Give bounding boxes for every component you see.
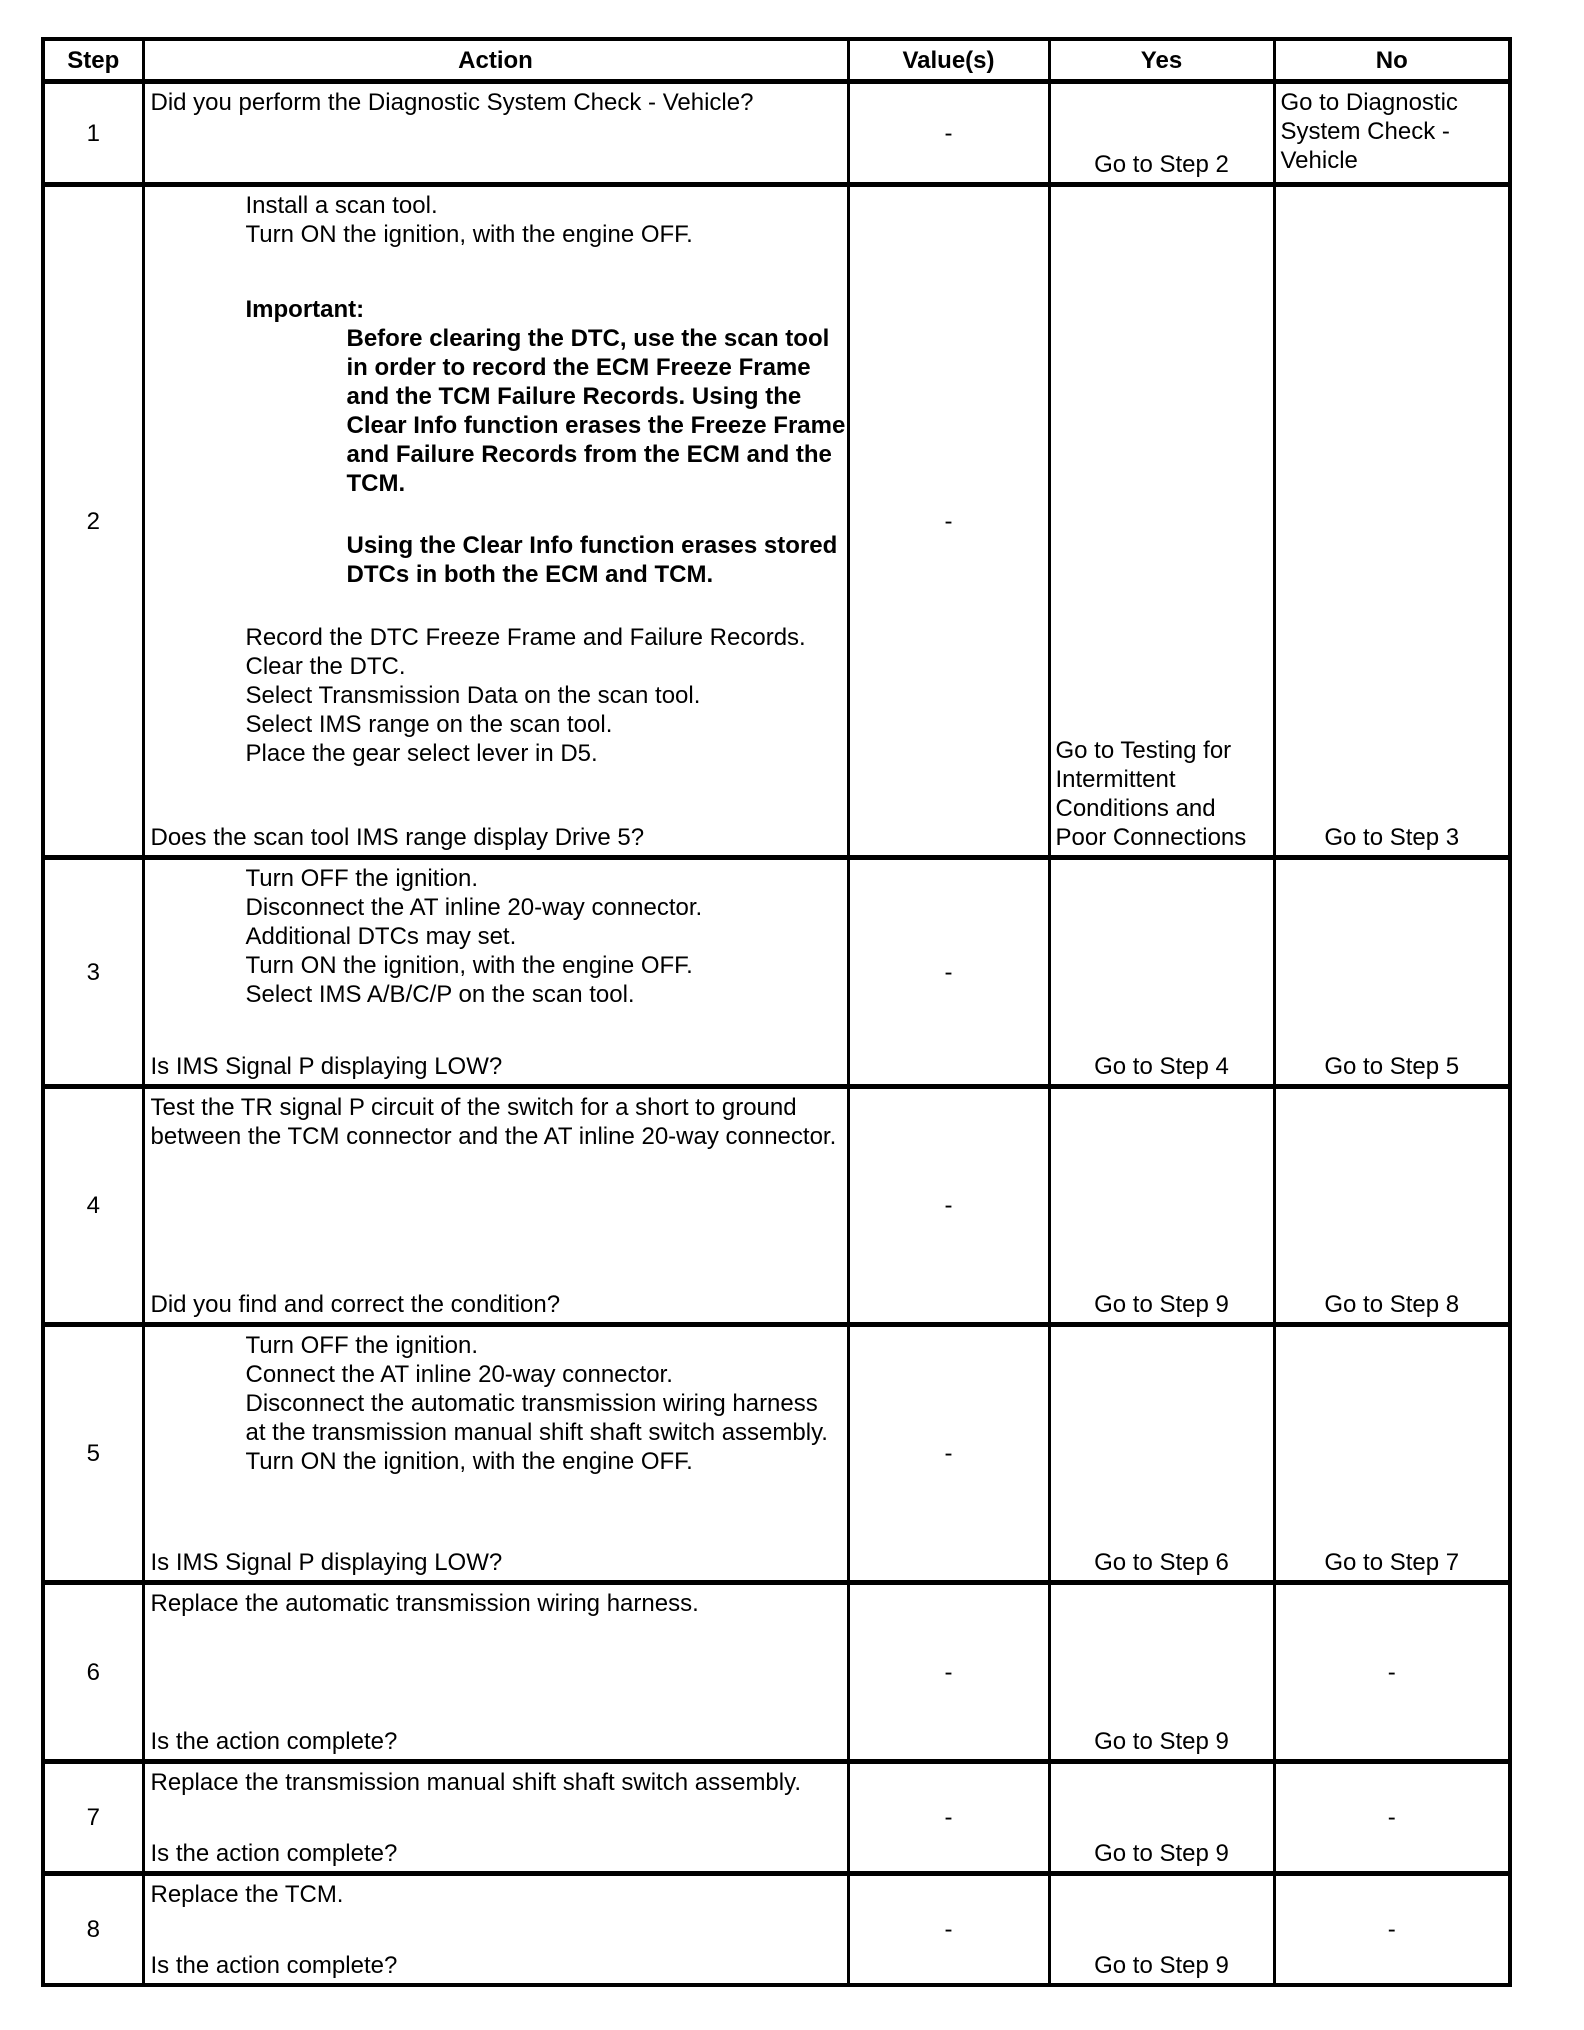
instruction: Additional DTCs may set. — [245, 923, 517, 950]
action-cell — [143, 1325, 848, 1583]
yes-link[interactable]: Go to Step 9 — [1094, 1840, 1229, 1867]
header-row — [43, 39, 1510, 82]
yes-cell — [1049, 1583, 1274, 1762]
question: Is the action complete? — [150, 1840, 398, 1867]
step-number: 7 — [43, 1762, 143, 1874]
yes-link[interactable]: Go to Step 6 — [1094, 1549, 1229, 1576]
header-no: No — [1274, 39, 1510, 82]
table-row — [43, 1583, 1510, 1762]
yes-cell — [1049, 82, 1274, 185]
question: Is IMS Signal P displaying LOW? — [150, 1053, 503, 1080]
instruction: Place the gear select lever in D5. — [245, 740, 598, 767]
yes-link[interactable]: Go to Step 9 — [1094, 1291, 1229, 1318]
action-cell — [143, 82, 848, 185]
yes-link[interactable]: Go to Step 9 — [1094, 1952, 1229, 1979]
yes-link[interactable]: Go to Step 2 — [1094, 151, 1229, 178]
no-link[interactable]: Go to Diagnostic System Check - Vehicle — [1280, 89, 1458, 174]
instruction: Turn OFF the ignition. — [245, 865, 479, 892]
value-cell: - — [848, 1583, 1049, 1762]
important-note: Using the Clear Info function erases stored DTCs in both the ECM and TCM. — [346, 532, 838, 588]
instruction: Connect the AT inline 20-way connector. — [245, 1361, 673, 1388]
no-cell: - — [1274, 1762, 1510, 1874]
question: Is IMS Signal P displaying LOW? — [150, 1549, 503, 1576]
value-cell: - — [848, 858, 1049, 1087]
instruction: Select IMS A/B/C/P on the scan tool. — [245, 981, 635, 1008]
no-cell: - — [1274, 1583, 1510, 1762]
action-text: Test the TR signal P circuit of the switch for a short to ground between the TCM connector and the AT inline 20-way connector. — [150, 1094, 837, 1150]
instruction: Select IMS range on the scan tool. — [245, 711, 613, 738]
step-number: 5 — [43, 1325, 143, 1583]
header-action: Action — [143, 39, 848, 82]
table-row — [43, 1325, 1510, 1583]
yes-cell — [1049, 858, 1274, 1087]
yes-cell — [1049, 1087, 1274, 1325]
action-cell — [143, 1583, 848, 1762]
no-link[interactable]: Go to Step 8 — [1324, 1291, 1460, 1318]
yes-link[interactable]: Go to Step 4 — [1094, 1053, 1229, 1080]
question: Did you find and correct the condition? — [150, 1291, 561, 1318]
instruction: Clear the DTC. — [245, 653, 406, 680]
question: Does the scan tool IMS range display Drive 5? — [150, 824, 645, 851]
step-number: 8 — [43, 1874, 143, 1986]
diagnostic-table — [41, 37, 1512, 1987]
action-text: Did you perform the Diagnostic System Check - Vehicle? — [150, 89, 754, 116]
action-cell — [143, 1874, 848, 1986]
question: Is the action complete? — [150, 1728, 398, 1755]
instruction: Turn ON the ignition, with the engine OFF. — [245, 952, 693, 979]
action-text: Replace the automatic transmission wiring harness. — [150, 1590, 699, 1617]
instruction: Turn ON the ignition, with the engine OFF. — [245, 221, 693, 248]
no-cell: - — [1274, 1874, 1510, 1986]
important-note: Before clearing the DTC, use the scan tool in order to record the ECM Freeze Frame and the TCM Failure Records. Using the Clear Info function erases the Freeze Frame and Failure Records from the ECM and the TCM. — [346, 325, 846, 497]
value-cell: - — [848, 1087, 1049, 1325]
yes-cell — [1049, 1325, 1274, 1583]
table-row — [43, 82, 1510, 185]
header-yes: Yes — [1049, 39, 1274, 82]
instruction: Turn OFF the ignition. — [245, 1332, 479, 1359]
no-cell — [1274, 1325, 1510, 1583]
instruction: Turn ON the ignition, with the engine OFF. — [245, 1448, 693, 1475]
instruction: Install a scan tool. — [245, 192, 438, 219]
step-number: 4 — [43, 1087, 143, 1325]
no-link[interactable]: Go to Step 7 — [1324, 1549, 1460, 1576]
table-row — [43, 185, 1510, 858]
yes-link[interactable]: Go to Testing for Intermittent Conditions and Poor Connections — [1055, 737, 1247, 851]
table-row — [43, 858, 1510, 1087]
yes-link[interactable]: Go to Step 9 — [1094, 1728, 1229, 1755]
table-row — [43, 1762, 1510, 1874]
question: Is the action complete? — [150, 1952, 398, 1979]
step-number: 2 — [43, 185, 143, 858]
value-cell: - — [848, 1325, 1049, 1583]
yes-cell — [1049, 185, 1274, 858]
step-number: 3 — [43, 858, 143, 1087]
no-cell — [1274, 1087, 1510, 1325]
yes-cell — [1049, 1762, 1274, 1874]
action-cell — [143, 1087, 848, 1325]
no-cell — [1274, 858, 1510, 1087]
yes-cell — [1049, 1874, 1274, 1986]
no-cell — [1274, 82, 1510, 185]
action-cell — [143, 858, 848, 1087]
value-cell: - — [848, 82, 1049, 185]
no-cell — [1274, 185, 1510, 858]
action-cell — [143, 185, 848, 858]
instruction: Disconnect the AT inline 20-way connector. — [245, 894, 703, 921]
table-row — [43, 1874, 1510, 1986]
no-link[interactable]: Go to Step 5 — [1324, 1053, 1460, 1080]
no-link[interactable]: Go to Step 3 — [1324, 824, 1460, 851]
value-cell: - — [848, 1762, 1049, 1874]
step-number: 6 — [43, 1583, 143, 1762]
instruction: Record the DTC Freeze Frame and Failure Records. — [245, 624, 806, 651]
step-number: 1 — [43, 82, 143, 185]
action-text: Replace the TCM. — [150, 1881, 344, 1908]
table-row — [43, 1087, 1510, 1325]
header-values: Value(s) — [848, 39, 1049, 82]
header-step: Step — [43, 39, 143, 82]
value-cell: - — [848, 185, 1049, 858]
value-cell: - — [848, 1874, 1049, 1986]
action-cell — [143, 1762, 848, 1874]
instruction: Disconnect the automatic transmission wiring harness at the transmission manual shift shaft switch assembly. — [245, 1390, 828, 1446]
instruction: Select Transmission Data on the scan tool. — [245, 682, 701, 709]
important-label: Important: — [245, 296, 365, 323]
action-text: Replace the transmission manual shift shaft switch assembly. — [150, 1769, 801, 1796]
